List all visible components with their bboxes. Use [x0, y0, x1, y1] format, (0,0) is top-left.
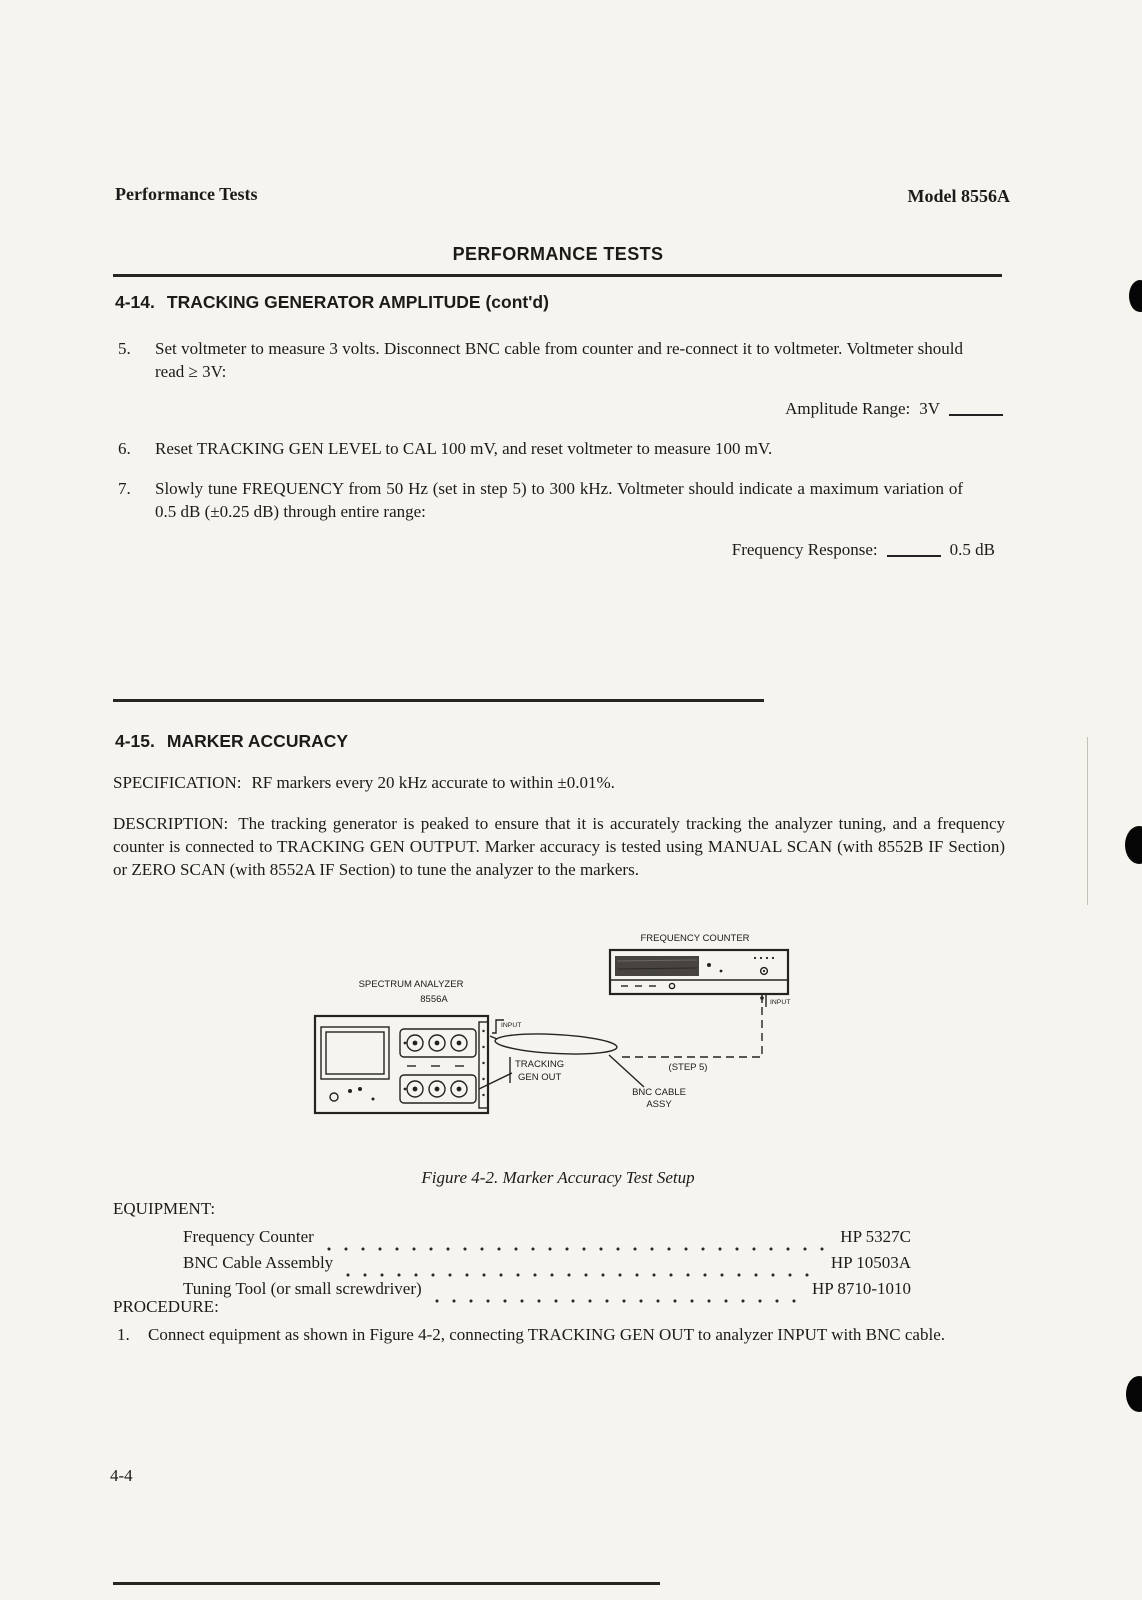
step-number: 7.	[118, 479, 131, 498]
step-5	[118, 337, 963, 383]
section-number: 4-14.	[115, 292, 155, 312]
equipment-row	[183, 1227, 911, 1253]
bnc-cable-label-line1: BNC CABLE	[632, 1087, 686, 1098]
frequency-response-label: Frequency Response:	[731, 540, 878, 559]
step5-reference-label: (STEP 5)	[668, 1062, 708, 1073]
title-rule	[113, 274, 1002, 277]
description-text: The tracking generator is peaked to ensure that it is accurately tracking the analyzer tuning, and a frequency counter is connected to TRACKING GEN OUTPUT. Marker accuracy is tested using MANUAL SCAN (with 8552B IF Section) or ZERO SCAN (with 8552A IF Section) to tune the analyzer to the markers.	[113, 814, 1005, 879]
binding-mark	[1125, 826, 1142, 864]
equipment-name: BNC Cable Assembly	[183, 1253, 334, 1272]
dot-leader	[326, 1238, 829, 1253]
equipment-row	[183, 1279, 911, 1305]
counter-knob-icon	[669, 983, 674, 988]
section-title: MARKER ACCURACY	[166, 731, 349, 751]
procedure-label: PROCEDURE:	[113, 1297, 219, 1316]
amplitude-range-value: 3V	[919, 399, 940, 418]
equipment-model: HP 8710-1010	[811, 1279, 911, 1298]
figure-caption: Figure 4-2. Marker Accuracy Test Setup	[421, 1168, 695, 1187]
step-text: Connect equipment as shown in Figure 4-2, connecting TRACKING GEN OUT to analyzer INPUT with BNC cable.	[148, 1325, 945, 1344]
step-7	[118, 477, 963, 523]
step-text: Set voltmeter to measure 3 volts. Disconnect BNC cable from counter and re-connect it to voltmeter. Voltmeter should read ≥ 3V:	[155, 339, 963, 381]
frequency-response-value: 0.5 dB	[949, 540, 995, 559]
page-number: 4-4	[110, 1466, 133, 1485]
equipment-name: Frequency Counter	[183, 1227, 314, 1246]
equipment-row	[183, 1253, 911, 1279]
dot-leader	[434, 1290, 800, 1305]
dot-leader	[345, 1264, 819, 1279]
analyzer-knob-icon	[330, 1093, 338, 1101]
step-text: Slowly tune FREQUENCY from 50 Hz (set in step 5) to 300 kHz. Voltmeter should indicate a maximum variation of 0.5 dB (±0.25 dB) through entire range:	[155, 479, 963, 521]
header-left: Performance Tests	[115, 184, 258, 204]
tracking-gen-out-label-line1: TRACKING	[515, 1059, 565, 1070]
spectrum-analyzer-label: SPECTRUM ANALYZER	[358, 979, 464, 990]
frequency-response-blank	[887, 553, 941, 557]
step-text: Reset TRACKING GEN LEVEL to CAL 100 mV, and reset voltmeter to measure 100 mV.	[155, 439, 773, 458]
page-title: PERFORMANCE TESTS	[452, 244, 664, 264]
binding-mark	[1129, 280, 1142, 312]
equipment-name: Tuning Tool (or small screwdriver)	[183, 1279, 422, 1298]
amplitude-range-label: Amplitude Range:	[785, 399, 911, 418]
description-label: DESCRIPTION:	[113, 814, 229, 833]
tracking-gen-out-label-line2: GEN OUT	[518, 1072, 562, 1083]
equipment-model: HP 5327C	[840, 1227, 911, 1246]
bnc-cable-loop	[495, 1031, 618, 1056]
specification-paragraph	[113, 771, 1005, 794]
frequency-response-line	[113, 540, 995, 560]
header-right: Model 8556A	[907, 186, 1010, 206]
equipment-label: EQUIPMENT:	[113, 1199, 216, 1218]
section-4-15-heading	[115, 731, 348, 752]
step-number: 6.	[118, 439, 131, 458]
equipment-list	[183, 1227, 911, 1305]
step-6	[118, 437, 963, 460]
binding-mark	[1126, 1376, 1142, 1412]
section-divider-rule	[113, 699, 764, 702]
section-title: TRACKING GENERATOR AMPLITUDE (cont'd)	[166, 292, 549, 312]
bottom-partial-rule	[113, 1582, 660, 1585]
section-4-14-heading	[115, 292, 549, 313]
dashed-cable-route	[619, 1007, 762, 1057]
frequency-counter-label: FREQUENCY COUNTER	[640, 933, 750, 944]
amplitude-range-line	[113, 399, 1003, 419]
specification-label: SPECIFICATION:	[113, 773, 242, 792]
section-number: 4-15.	[115, 731, 155, 751]
analyzer-input-label: INPUT	[501, 1022, 522, 1029]
counter-input-label: INPUT	[770, 999, 791, 1006]
step-number: 5.	[118, 339, 131, 358]
specification-text: RF markers every 20 kHz accurate to within ±0.01%.	[251, 773, 615, 792]
scan-edge-artifact	[1087, 737, 1088, 905]
figure-4-2-diagram	[303, 923, 803, 1135]
step-number: 1.	[117, 1325, 130, 1344]
counter-display	[615, 956, 699, 976]
analyzer-model-label: 8556A	[420, 994, 448, 1005]
bnc-cable-label-line2: ASSY	[646, 1099, 672, 1110]
amplitude-range-blank	[949, 412, 1003, 416]
procedure-step-1	[117, 1323, 989, 1346]
description-paragraph	[113, 812, 1005, 881]
equipment-model: HP 10503A	[830, 1253, 911, 1272]
crt-screen	[321, 1027, 389, 1079]
